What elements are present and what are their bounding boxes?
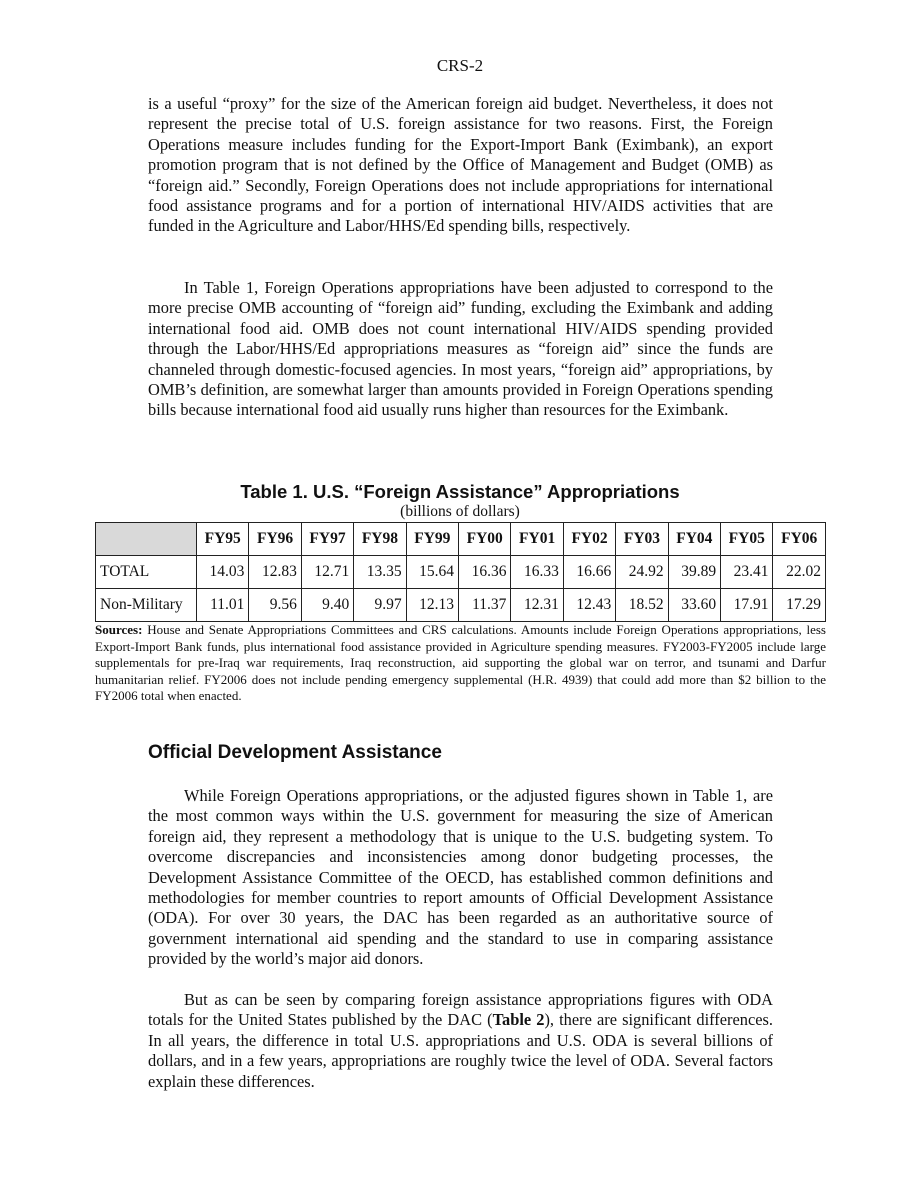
column-header: FY06 [773,523,826,556]
table2-reference: Table 2 [492,1010,545,1030]
sources-label: Sources: [95,622,143,637]
column-header: FY98 [354,523,406,556]
column-header: FY00 [459,523,511,556]
column-header: FY04 [668,523,720,556]
sources-text: House and Senate Appropriations Committees and CRS calculations. Amounts include Foreign Operations appropriations, less Export-Import Bank funds, plus international food assistance provided in Agriculture spending measures. FY2003-FY2005 include large supplementals for pre-Iraq war requirements, Iraq reconstruction, aid supporting the global war on terror, and tsunami and Darfur humanitarian relief. FY2006 does not include pending emergency supplemental (H.R. 4939) that could add more than $2 billion to the FY2006 total when enacted. [95,622,826,704]
column-header: FY02 [563,523,615,556]
column-header: FY05 [721,523,773,556]
column-header: FY01 [511,523,563,556]
table-title: Table 1. U.S. “Foreign Assistance” Appropriations [240,481,680,502]
table-cell: 13.35 [354,556,406,589]
table-cell: 15.64 [406,556,458,589]
table-cell: 11.37 [459,589,511,622]
table-row-total [96,556,826,589]
paragraph-text [148,990,773,1092]
table-cell: 16.66 [563,556,615,589]
table-cell: 22.02 [773,556,826,589]
table-cell: 11.01 [197,589,249,622]
table-cell: 12.13 [406,589,458,622]
table-sources-note [95,622,826,705]
table-cell: 9.40 [301,589,353,622]
column-header: FY97 [301,523,353,556]
table-cell: 17.29 [773,589,826,622]
paragraph-text-part: ), there are significant differences. In all years, the difference in total U.S. appropriations and U.S. ODA is several billions of dollars, and in a few years, appropriations are roughly twice the level of ODA. Several factors explain these differences. [148,1010,773,1091]
table-cell: 12.71 [301,556,353,589]
table-row-non-military [96,589,826,622]
appropriations-table [95,522,826,622]
paragraph-text: In Table 1, Foreign Operations appropriations have been adjusted to correspond to the more precise OMB accounting of “foreign aid” funding, excluding the Eximbank and adding international food aid. OMB does not count international HIV/AIDS spending provided through the Labor/HHS/Ed appropriations measures as “foreign aid” since the funds are channeled through domestic-focused agencies. In most years, “foreign aid” appropriations, by OMB’s definition, are somewhat larger than amounts provided in Foreign Operations spending bills because international food aid usually runs higher than resources for the Eximbank. [148,278,773,420]
table-corner-cell [96,523,197,556]
table-cell: 9.56 [249,589,301,622]
column-header: FY03 [616,523,668,556]
table-cell: 16.36 [459,556,511,589]
paragraph-text: is a useful “proxy” for the size of the American foreign aid budget. Nevertheless, it does not represent the precise total of U.S. foreign assistance for two reasons. First, the Foreign Operations measure includes funding for the Export-Import Bank (Eximbank), an export promotion program that is not defined by the Office of Management and Budget (OMB) as “foreign aid.” Secondly, Foreign Operations does not include appropriations for international food assistance programs and for a portion of international HIV/AIDS activities that are funded in the Agriculture and Labor/HHS/Ed spending bills, respectively. [148,94,773,236]
table-cell: 24.92 [616,556,668,589]
column-header: FY96 [249,523,301,556]
column-header: FY95 [197,523,249,556]
section-heading: Official Development Assistance [148,742,442,763]
table-cell: 14.03 [197,556,249,589]
table-cell: 9.97 [354,589,406,622]
paragraph-table1-adjustment [148,278,773,421]
table-header-row [96,523,826,556]
table-cell: 12.83 [249,556,301,589]
paragraph-text: While Foreign Operations appropriations, or the adjusted figures shown in Table 1, are the most common ways within the U.S. government for measuring the size of American foreign aid, they represent a methodology that is unique to the U.S. budgeting system. To overcome discrepancies and inconsistencies among donor budgeting processes, the Development Assistance Committee of the OECD, has established common definitions and methodologies for member countries to report amounts of Official Development Assistance (ODA). For over 30 years, the DAC has been regarded as an authoritative source of government international aid spending and the standard to use in comparing assistance provided by the world’s major aid donors. [148,786,773,969]
paragraph-proxy [148,94,773,237]
paragraph-oda-intro [148,786,773,970]
row-label: TOTAL [96,556,197,589]
table-cell: 12.31 [511,589,563,622]
table-cell: 16.33 [511,556,563,589]
table-cell: 17.91 [721,589,773,622]
table-cell: 18.52 [616,589,668,622]
table-cell: 33.60 [668,589,720,622]
paragraph-text-part: But as can be seen by comparing foreign assistance appropriations figures with ODA totals for the United States published by the DAC ( [148,990,773,1030]
row-label: Non-Military [96,589,197,622]
paragraph-differences [148,990,773,1092]
table-subtitle: (billions of dollars) [400,503,520,520]
table-cell: 12.43 [563,589,615,622]
page-number: CRS-2 [436,56,484,75]
table-cell: 39.89 [668,556,720,589]
table-cell: 23.41 [721,556,773,589]
column-header: FY99 [406,523,458,556]
